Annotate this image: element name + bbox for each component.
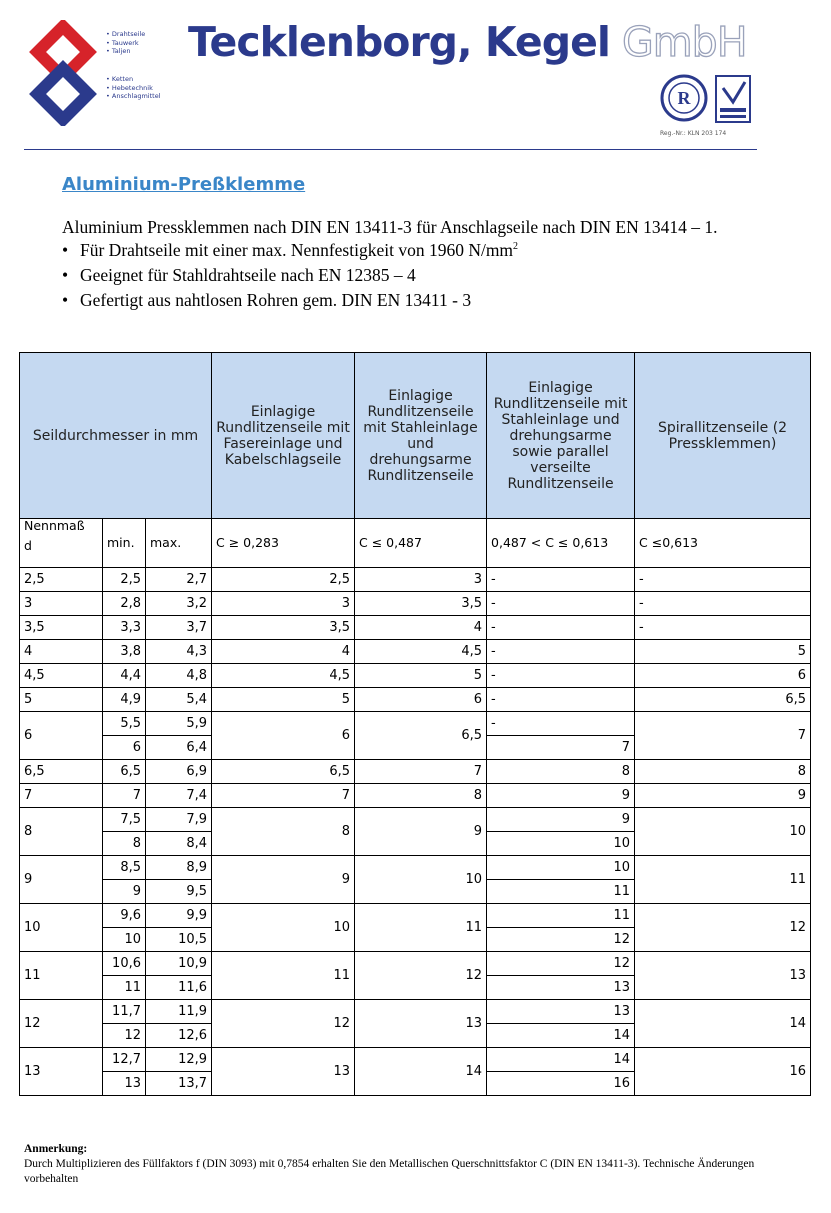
cell-c2: 6,5 xyxy=(355,712,487,760)
cell-c3: 14 xyxy=(487,1048,635,1072)
cell-c3: 13 xyxy=(487,1000,635,1024)
cell-c4: 11 xyxy=(635,856,811,904)
cell-min: 12,7 xyxy=(103,1048,146,1072)
cell-c2: 4 xyxy=(355,616,487,640)
subheader-min: min. xyxy=(103,519,146,568)
cell-c1: 5 xyxy=(212,688,355,712)
cell-c4: 13 xyxy=(635,952,811,1000)
cell-max: 11,9 xyxy=(146,1000,212,1024)
cell-c4: - xyxy=(635,616,811,640)
cell-c3: 8 xyxy=(487,760,635,784)
cell-nennmass: 3,5 xyxy=(20,616,103,640)
subheader-max: max. xyxy=(146,519,212,568)
cell-nennmass: 4,5 xyxy=(20,664,103,688)
cell-nennmass: 13 xyxy=(20,1048,103,1096)
spec-table xyxy=(19,352,811,1096)
cell-nennmass: 4 xyxy=(20,640,103,664)
cell-max: 5,9 xyxy=(146,712,212,736)
certification-badges xyxy=(660,72,756,126)
table-row xyxy=(20,952,811,976)
cell-c3: 13 xyxy=(487,976,635,1000)
subheader-c1: C ≥ 0,283 xyxy=(212,519,355,568)
cell-nennmass: 11 xyxy=(20,952,103,1000)
cell-c3: 14 xyxy=(487,1024,635,1048)
cell-c4: 6,5 xyxy=(635,688,811,712)
cell-c2: 4,5 xyxy=(355,640,487,664)
cell-c3: - xyxy=(487,688,635,712)
table-row xyxy=(20,784,811,808)
cell-min: 3,8 xyxy=(103,640,146,664)
cell-nennmass: 8 xyxy=(20,808,103,856)
logo-list-item: • Drahtseile xyxy=(106,30,146,38)
quality-shield-icon xyxy=(716,76,750,122)
table-row xyxy=(20,760,811,784)
cell-c4: - xyxy=(635,592,811,616)
cell-c4: 12 xyxy=(635,904,811,952)
table-row xyxy=(20,808,811,832)
cell-max: 13,7 xyxy=(146,1072,212,1096)
cell-c3: - xyxy=(487,592,635,616)
cell-nennmass: 3 xyxy=(20,592,103,616)
logo-list-item: • Anschlagmittel xyxy=(106,92,161,100)
cell-c4: 10 xyxy=(635,808,811,856)
cell-max: 6,4 xyxy=(146,736,212,760)
cell-c1: 3 xyxy=(212,592,355,616)
list-item: • Für Drahtseile mit einer max. Nennfestigkeit von 1960 $N/mm^2$ xyxy=(62,240,518,265)
feature-list xyxy=(62,240,518,315)
cell-nennmass: 7 xyxy=(20,784,103,808)
list-item: • Gefertigt aus nahtlosen Rohren gem. DIN EN 13411 - 3 xyxy=(62,290,518,315)
cell-max: 6,9 xyxy=(146,760,212,784)
cell-max: 5,4 xyxy=(146,688,212,712)
cell-max: 7,4 xyxy=(146,784,212,808)
table-header-row xyxy=(20,353,811,519)
cell-max: 12,9 xyxy=(146,1048,212,1072)
cell-nennmass: 10 xyxy=(20,904,103,952)
cert-symbol: R xyxy=(677,88,691,108)
cell-c2: 10 xyxy=(355,856,487,904)
cell-c3: - xyxy=(487,616,635,640)
logo-list-item: • Taljen xyxy=(106,47,131,55)
company-suffix: GmbH xyxy=(621,18,747,66)
cell-c3: - xyxy=(487,640,635,664)
logo-list-item: • Tauwerk xyxy=(106,38,139,47)
table-row xyxy=(20,904,811,928)
cell-c2: 12 xyxy=(355,952,487,1000)
cell-nennmass: 2,5 xyxy=(20,568,103,592)
cell-max: 10,9 xyxy=(146,952,212,976)
table-row xyxy=(20,688,811,712)
cell-max: 3,7 xyxy=(146,616,212,640)
cell-c1: 6,5 xyxy=(212,760,355,784)
header-seildurchmesser: Seildurchmesser in mm xyxy=(20,353,212,519)
cell-c2: 3 xyxy=(355,568,487,592)
table-row xyxy=(20,1048,811,1072)
table-row xyxy=(20,616,811,640)
cell-min: 9 xyxy=(103,880,146,904)
table-row xyxy=(20,640,811,664)
cell-max: 8,9 xyxy=(146,856,212,880)
cell-c1: 8 xyxy=(212,808,355,856)
cell-c4: 9 xyxy=(635,784,811,808)
header-col2: Einlagige Rundlitzenseile mit Stahleinlage und drehungsarme Rundlitzenseile xyxy=(355,353,487,519)
table-row xyxy=(20,664,811,688)
cell-c3: 9 xyxy=(487,808,635,832)
cell-c1: 4 xyxy=(212,640,355,664)
cell-min: 5,5 xyxy=(103,712,146,736)
subheader-nennmass: Nennmaß d xyxy=(20,519,103,568)
cell-max: 2,7 xyxy=(146,568,212,592)
cell-min: 12 xyxy=(103,1024,146,1048)
cell-min: 10 xyxy=(103,928,146,952)
cell-c3: - xyxy=(487,712,635,736)
cell-c4: 7 xyxy=(635,712,811,760)
cell-max: 11,6 xyxy=(146,976,212,1000)
subheader-c3: 0,487 < C ≤ 0,613 xyxy=(487,519,635,568)
cell-min: 2,5 xyxy=(103,568,146,592)
cell-c1: 7 xyxy=(212,784,355,808)
cell-nennmass: 5 xyxy=(20,688,103,712)
table-subheader-row xyxy=(20,519,811,568)
cell-nennmass: 6,5 xyxy=(20,760,103,784)
subheader-c4: C ≤0,613 xyxy=(635,519,811,568)
cell-c3: 10 xyxy=(487,832,635,856)
cell-max: 3,2 xyxy=(146,592,212,616)
registered-quality-icon xyxy=(662,76,706,120)
cell-c3: - xyxy=(487,664,635,688)
logo-list-item: • Hebetechnik xyxy=(106,83,153,92)
table-row xyxy=(20,712,811,736)
cell-c4: 5 xyxy=(635,640,811,664)
cell-max: 9,5 xyxy=(146,880,212,904)
header-col4: Spirallitzenseile (2 Pressklemmen) xyxy=(635,353,811,519)
cell-min: 8,5 xyxy=(103,856,146,880)
cell-c2: 3,5 xyxy=(355,592,487,616)
cell-min: 4,9 xyxy=(103,688,146,712)
footnote-heading: Anmerkung: xyxy=(24,1143,88,1155)
header-divider xyxy=(24,149,757,150)
cell-max: 10,5 xyxy=(146,928,212,952)
cell-c1: 9 xyxy=(212,856,355,904)
cell-min: 6 xyxy=(103,736,146,760)
cell-c2: 5 xyxy=(355,664,487,688)
cell-c4: 16 xyxy=(635,1048,811,1096)
list-item: • Geeignet für Stahldrahtseile nach EN 12385 – 4 xyxy=(62,265,518,290)
cell-c2: 9 xyxy=(355,808,487,856)
cell-min: 10,6 xyxy=(103,952,146,976)
cell-min: 7,5 xyxy=(103,808,146,832)
cell-c2: 13 xyxy=(355,1000,487,1048)
table-row xyxy=(20,856,811,880)
cell-nennmass: 9 xyxy=(20,856,103,904)
subheader-c2: C ≤ 0,487 xyxy=(355,519,487,568)
cell-c3: 11 xyxy=(487,880,635,904)
table-row xyxy=(20,568,811,592)
page-title: Aluminium-Preßklemme xyxy=(62,174,306,195)
intro-text: Aluminium Pressklemmen nach DIN EN 13411-3 für Anschlagseile nach DIN EN 13414 – 1. xyxy=(62,217,718,237)
cell-c1: 4,5 xyxy=(212,664,355,688)
cell-c1: 3,5 xyxy=(212,616,355,640)
cell-c3: 9 xyxy=(487,784,635,808)
cell-max: 4,3 xyxy=(146,640,212,664)
cell-c2: 14 xyxy=(355,1048,487,1096)
cell-min: 3,3 xyxy=(103,616,146,640)
header-col1: Einlagige Rundlitzenseile mit Fasereinlage und Kabelschlagseile xyxy=(212,353,355,519)
cell-min: 6,5 xyxy=(103,760,146,784)
cell-min: 4,4 xyxy=(103,664,146,688)
cell-min: 7 xyxy=(103,784,146,808)
cell-nennmass: 6 xyxy=(20,712,103,760)
cell-c1: 11 xyxy=(212,952,355,1000)
header-col3: Einlagige Rundlitzenseile mit Stahleinlage und drehungsarme sowie parallel verseilte Rundlitzenseile xyxy=(487,353,635,519)
cell-min: 2,8 xyxy=(103,592,146,616)
cell-min: 13 xyxy=(103,1072,146,1096)
cell-max: 7,9 xyxy=(146,808,212,832)
cell-c1: 6 xyxy=(212,712,355,760)
cell-c3: 11 xyxy=(487,904,635,928)
cell-c1: 2,5 xyxy=(212,568,355,592)
logo-list-bottom xyxy=(106,75,161,101)
cell-c1: 12 xyxy=(212,1000,355,1048)
registration-number: Reg.-Nr.: KLN 203 174 xyxy=(660,130,727,137)
cell-min: 11 xyxy=(103,976,146,1000)
cell-c4: 6 xyxy=(635,664,811,688)
cell-max: 4,8 xyxy=(146,664,212,688)
logo-list-top xyxy=(106,30,145,56)
company-logo xyxy=(24,20,104,126)
cell-max: 12,6 xyxy=(146,1024,212,1048)
cell-c1: 10 xyxy=(212,904,355,952)
cell-min: 8 xyxy=(103,832,146,856)
cell-c2: 6 xyxy=(355,688,487,712)
cell-c3: 12 xyxy=(487,928,635,952)
cell-c2: 8 xyxy=(355,784,487,808)
cell-c2: 7 xyxy=(355,760,487,784)
cell-min: 11,7 xyxy=(103,1000,146,1024)
cell-max: 9,9 xyxy=(146,904,212,928)
cell-c4: - xyxy=(635,568,811,592)
footnote-text: Durch Multiplizieren des Füllfaktors f (DIN 3093) mit 0,7854 erhalten Sie den Metallischen Querschnittsfaktor C (DIN EN 13411-3). Technische Änderungen vorbehalten xyxy=(24,1158,755,1185)
cell-c3: 16 xyxy=(487,1072,635,1096)
cell-c3: - xyxy=(487,568,635,592)
cell-nennmass: 12 xyxy=(20,1000,103,1048)
cell-c3: 12 xyxy=(487,952,635,976)
cell-c2: 11 xyxy=(355,904,487,952)
table-row xyxy=(20,1000,811,1024)
logo-list-item: • Ketten xyxy=(106,75,134,83)
table-row xyxy=(20,592,811,616)
cell-c3: 7 xyxy=(487,736,635,760)
cell-c3: 10 xyxy=(487,856,635,880)
cell-c1: 13 xyxy=(212,1048,355,1096)
cell-c4: 14 xyxy=(635,1000,811,1048)
company-name: Tecklenborg, Kegel GmbH xyxy=(188,18,747,66)
footnote xyxy=(24,1142,806,1187)
cell-max: 8,4 xyxy=(146,832,212,856)
cell-c4: 8 xyxy=(635,760,811,784)
cell-min: 9,6 xyxy=(103,904,146,928)
